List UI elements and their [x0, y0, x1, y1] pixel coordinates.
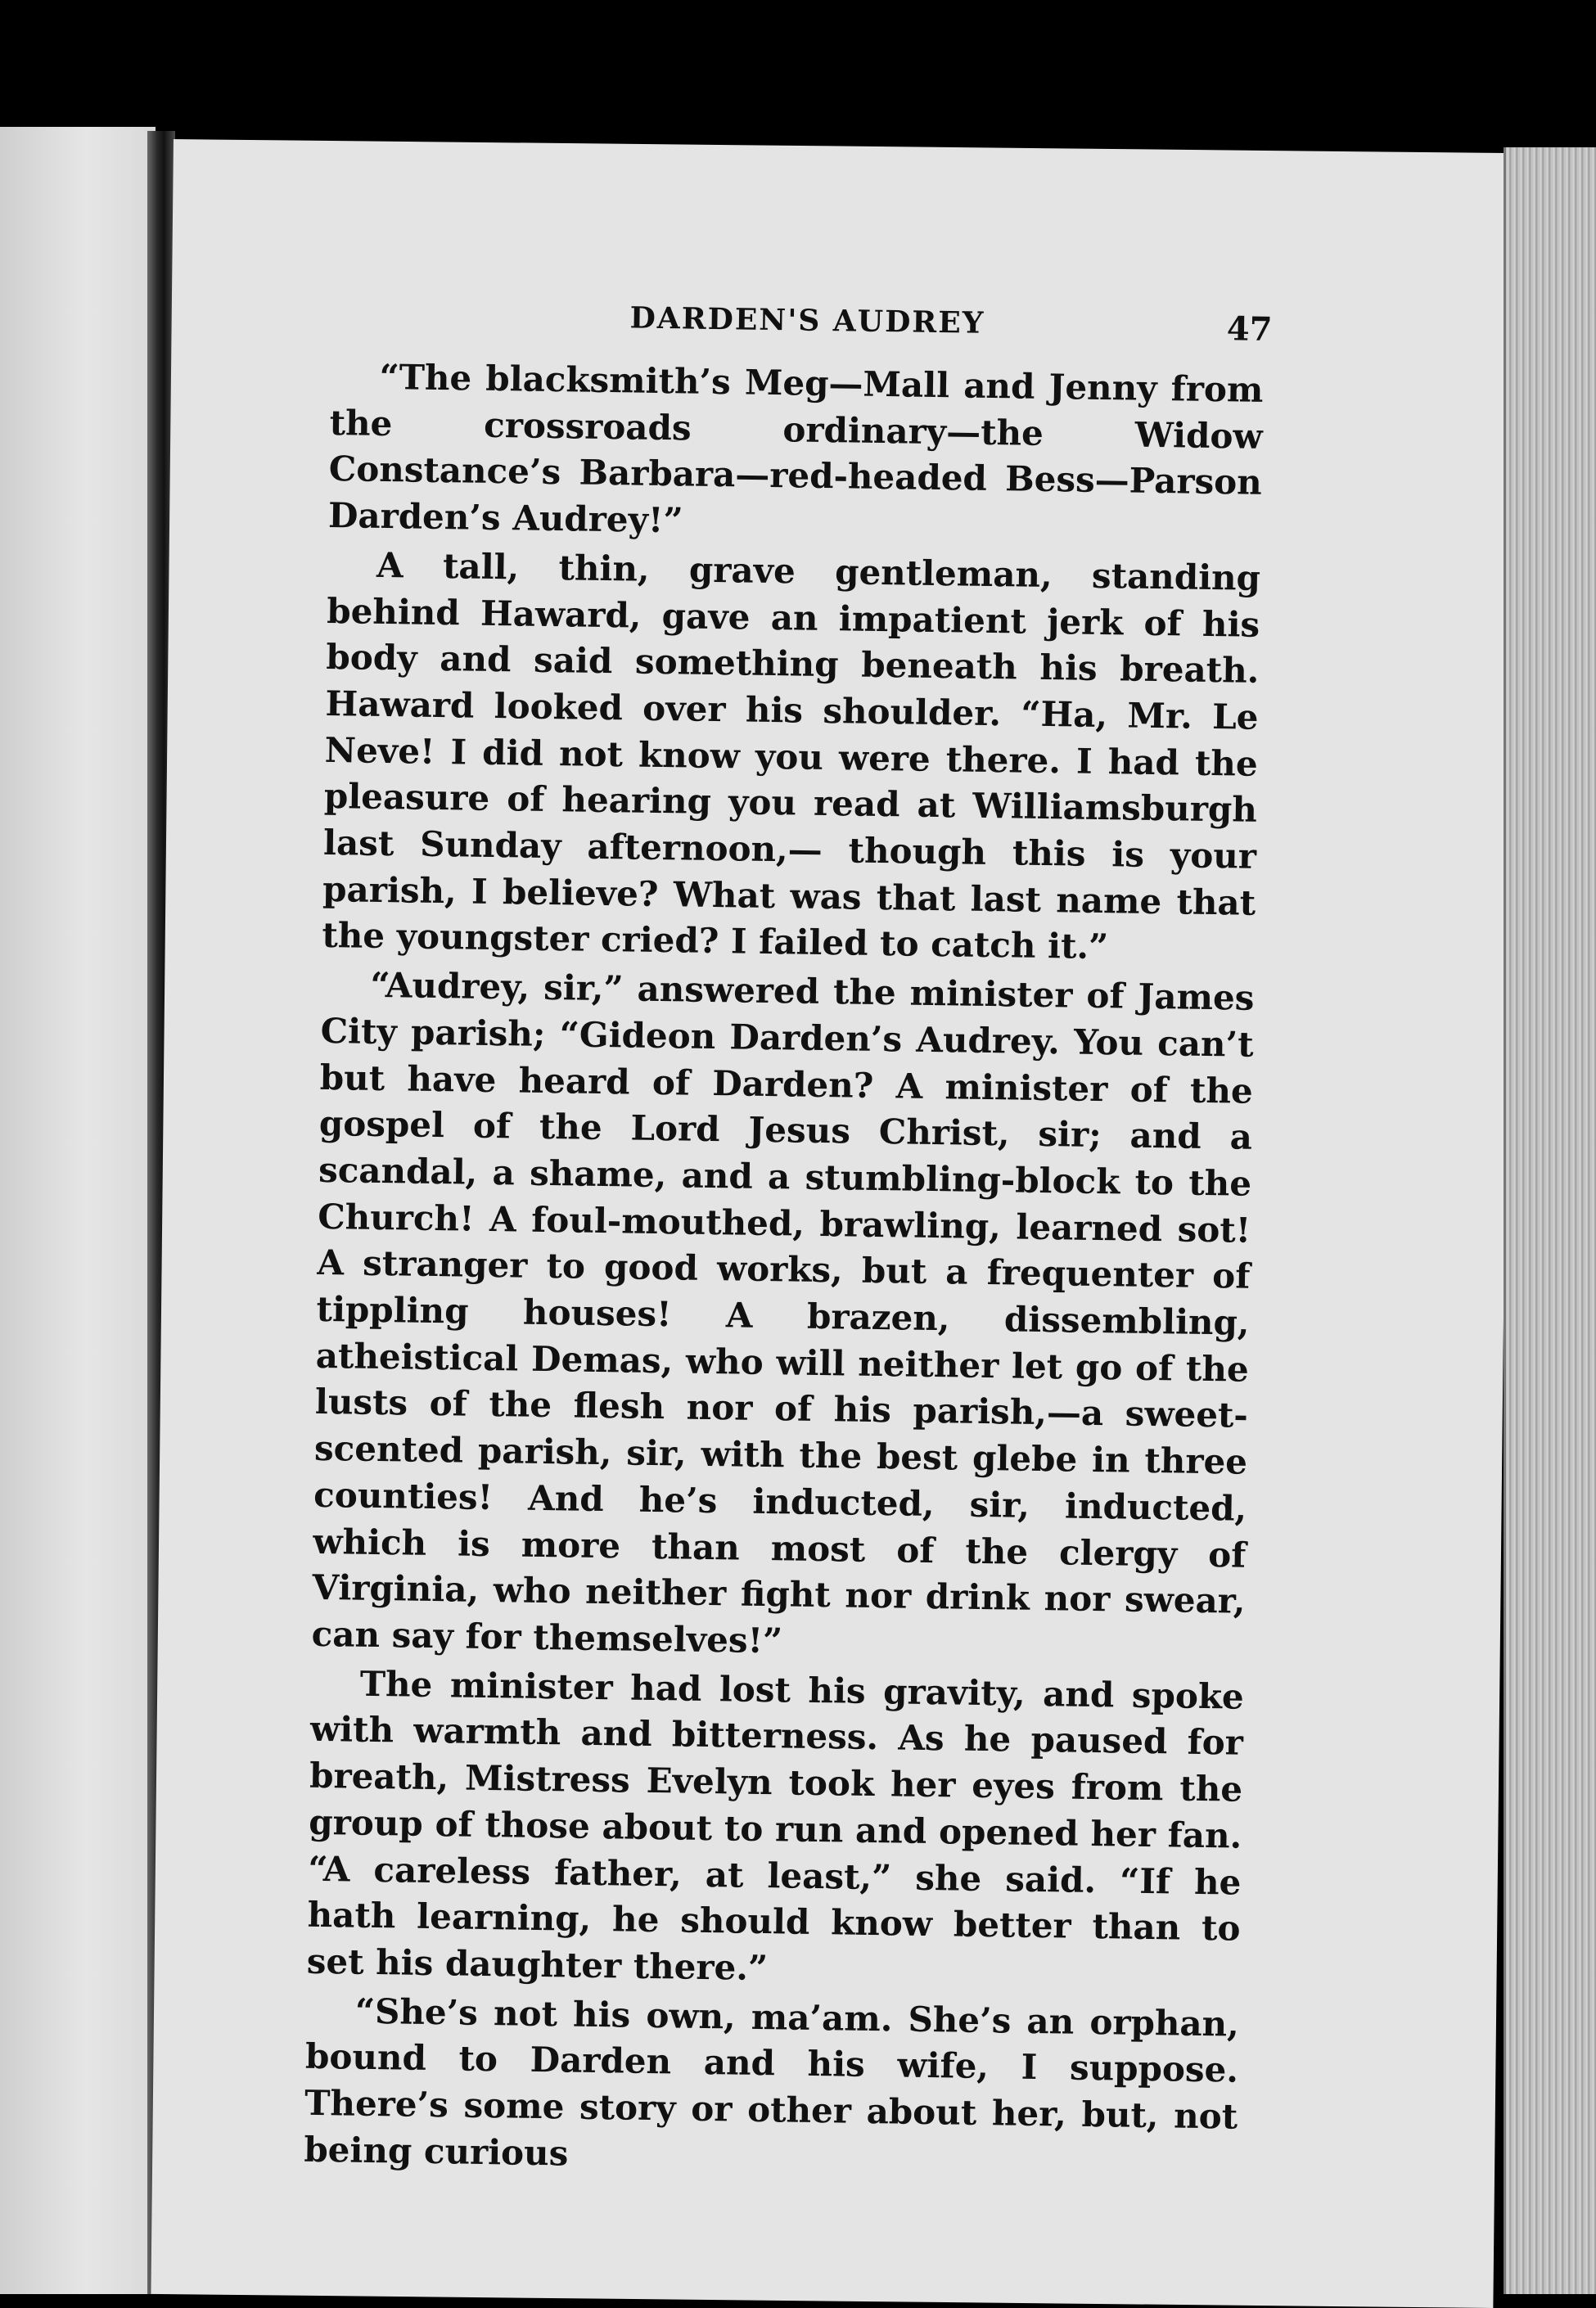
running-title: DARDEN'S AUDREY — [629, 300, 985, 340]
paragraph: “She’s not his own, ma’am. She’s an orphan, bound to Darden and his wife, I suppose. There’s some story or other about her, but, not being curious — [304, 1990, 1240, 2174]
facing-page-edge — [0, 127, 156, 2294]
page-text — [304, 296, 1273, 2187]
page-number: 47 — [1226, 309, 1273, 349]
paragraph: The minister had lost his gravity, and spoke with warmth and bitterness. As he paused for breath, Mistress Evelyn took her eyes from the group of those about to run and opened her fan. “A careless father, at least,” she said. “If he hath learning, he should know better than to set his daughter there.” — [306, 1663, 1245, 1989]
paragraph: “Audrey, sir,” answered the minister of James City parish; “Gideon Darden’s Audrey. You can’t but have heard of Darden? A minister of the gospel of the Lord Jesus Christ, sir; and a scandal, a shame, and a stumbling-block to the Church! A foul-mouthed, brawling, learned sot! A stranger to good works, but a frequenter of tippling houses! A brazen, dissembling, atheistical Demas, who will neither let go of the lusts of the flesh nor of his parish,—a sweet-scented parish, sir, with the best glebe in three counties! And he’s inducted, sir, inducted, which is more than most of the clergy of Virginia, who neither fight nor drink nor swear, can say for themselves!” — [311, 964, 1255, 1661]
paragraph: “The blacksmith’s Meg—Mall and Jenny from the crossroads ordinary—the Widow Constance’s Barbara—red-headed Bess—Parson Darden’s Audrey!” — [327, 356, 1264, 541]
page-stack-edge — [1504, 147, 1596, 2294]
paragraph: A tall, thin, grave gentleman, standing behind Haward, gave an impatient jerk of his body and said something beneath his breath. Haward looked over his shoulder. “Ha, Mr. Le Neve! I did not know you were there. I had the pleasure of hearing you read at Williamsburgh last Sunday afternoon,— though this is your parish, I believe? What was that last name that the youngster cried? I failed to catch it.” — [322, 544, 1261, 967]
